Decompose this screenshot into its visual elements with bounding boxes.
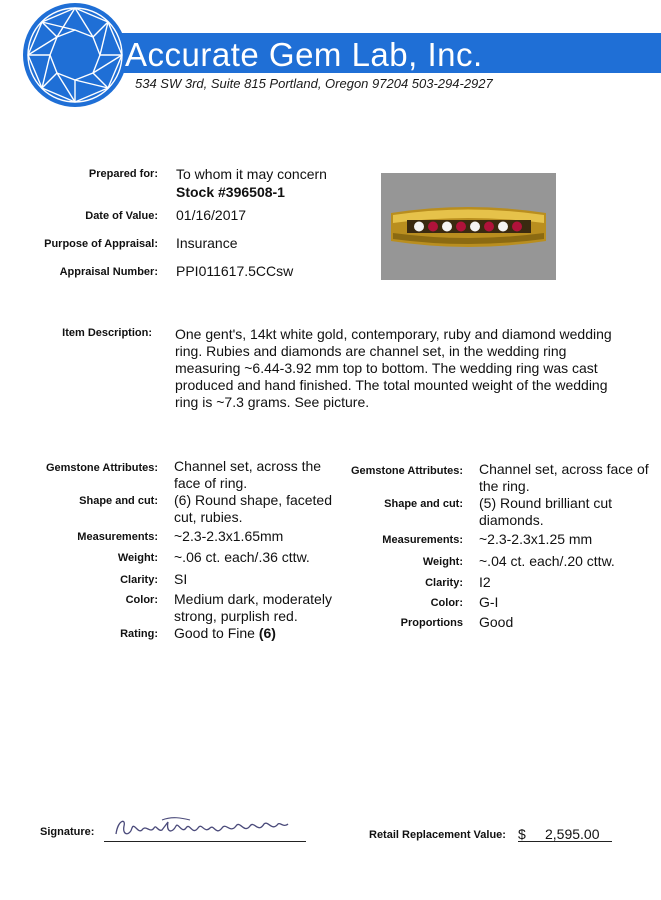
retail-value-line: [518, 841, 612, 842]
ruby-clarity-label: Clarity:: [120, 574, 158, 586]
retail-value: 2,595.00: [545, 826, 600, 842]
diamond-clarity-label: Clarity:: [425, 577, 463, 589]
ruby-attributes-label: Gemstone Attributes:: [45, 462, 158, 474]
signature-line: [104, 841, 306, 842]
diamond-shape-value: (5) Round brilliant cut diamonds.: [479, 495, 613, 528]
purpose-label: Purpose of Appraisal:: [44, 238, 158, 250]
purpose-value: Insurance: [176, 235, 238, 251]
prepared-for-value: To whom it may concern: [176, 166, 327, 182]
item-description-label: Item Description:: [62, 327, 152, 339]
appraisal-number-label: Appraisal Number:: [59, 266, 158, 278]
ruby-attributes-value: Channel set, across the face of ring.: [174, 458, 322, 491]
ruby-shape-value: (6) Round shape, faceted cut, rubies.: [174, 492, 332, 525]
diamond-attributes-label: Gemstone Attributes:: [350, 465, 463, 477]
diamond-measurements-label: Measurements:: [382, 534, 463, 546]
diamond-color-value: G-I: [479, 594, 499, 610]
diamond-shape-label: Shape and cut:: [384, 498, 463, 510]
date-value: 01/16/2017: [176, 207, 247, 223]
ruby-rating-value: [174, 625, 276, 641]
ruby-rating-number: (6): [258, 625, 276, 641]
ruby-rating-text: Good to Fine: [174, 625, 255, 641]
ruby-measurements-value: ~2.3-2.3x1.65mm: [174, 528, 284, 544]
ruby-weight-value: ~.06 ct. each/.36 cttw.: [174, 549, 310, 565]
diamond-weight-label: Weight:: [422, 556, 463, 568]
ring-photo: [381, 173, 556, 280]
date-label: Date of Value:: [85, 210, 158, 222]
ruby-weight-label: Weight:: [117, 552, 158, 564]
appraisal-number-value: PPI011617.5CCsw: [176, 263, 294, 279]
ruby-rating-label: Rating:: [120, 628, 158, 640]
signature-label: Signature:: [40, 826, 95, 838]
stock-number: Stock #396508-1: [176, 184, 285, 200]
ruby-measurements-label: Measurements:: [77, 531, 158, 543]
diamond-proportions-value: Good: [479, 614, 514, 630]
diamond-attributes-value: Channel set, across face of the ring.: [479, 461, 649, 494]
diamond-measurements-value: ~2.3-2.3x1.25 mm: [479, 531, 593, 547]
prepared-for-label: Prepared for:: [88, 168, 158, 180]
ruby-color-label: Color:: [125, 594, 158, 606]
company-address: 534 SW 3rd, Suite 815 Portland, Oregon 97204 503-294-2927: [135, 76, 493, 91]
item-description-text: One gent's, 14kt white gold, contemporary, ruby and diamond wedding ring. Rubies and diamonds are channel set, in the wedding ring measuring ~6.44-3.92 mm top to bottom. The wedding ring was cast produced and hand finished. The total mounted weight of the wedding ring is ~7.3 grams. See picture.: [175, 326, 612, 410]
currency-symbol: $: [518, 826, 526, 842]
diamond-color-label: Color:: [430, 597, 463, 609]
company-name: Accurate Gem Lab, Inc.: [125, 36, 483, 73]
diamond-proportions-label: Proportions: [400, 617, 463, 629]
ruby-color-value: Medium dark, moderately strong, purplish red.: [174, 591, 332, 624]
ruby-shape-label: Shape and cut:: [79, 495, 158, 507]
diamond-weight-value: ~.04 ct. each/.20 cttw.: [479, 553, 615, 569]
ruby-clarity-value: SI: [174, 571, 188, 587]
retail-value-label: Retail Replacement Value:: [369, 829, 506, 841]
diamond-clarity-value: I2: [479, 574, 491, 590]
ring-icon: [381, 173, 556, 280]
